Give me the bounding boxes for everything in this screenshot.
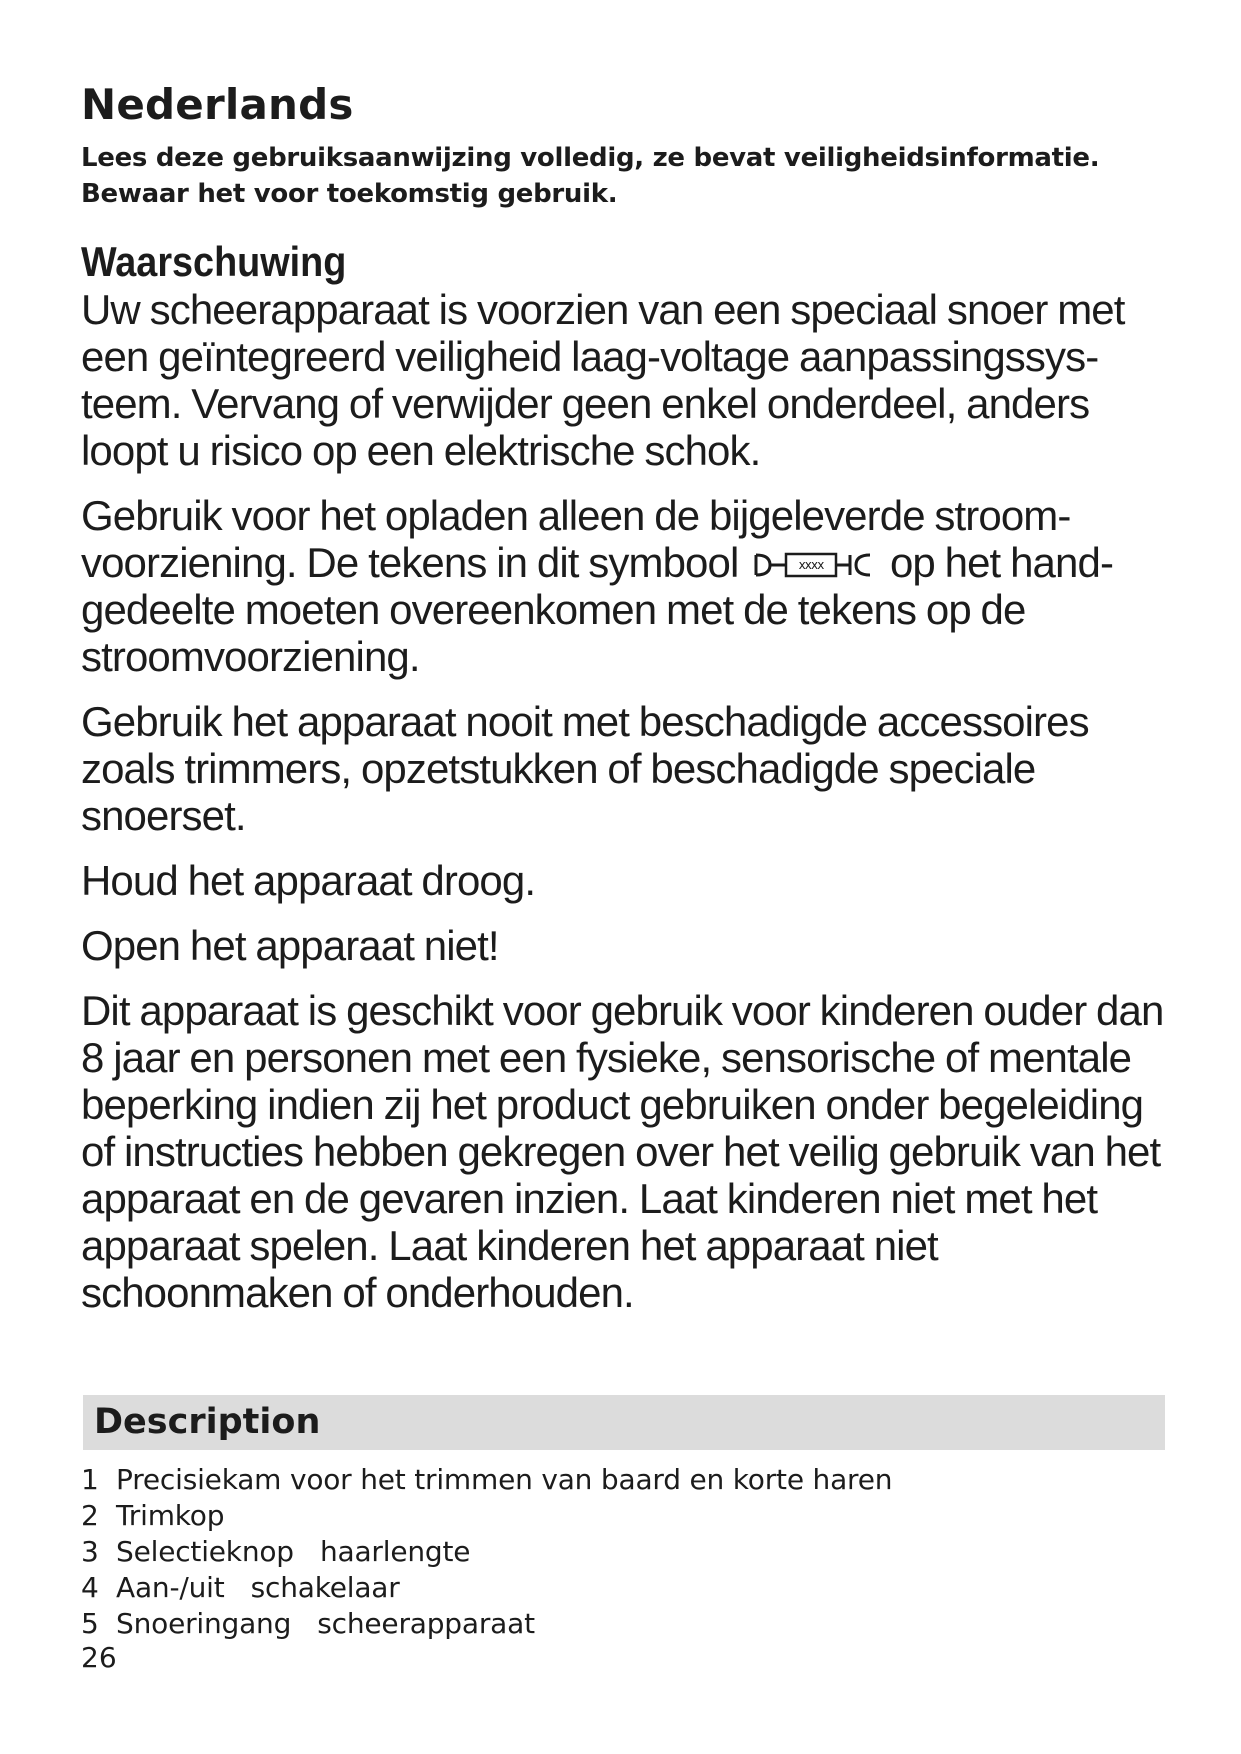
list-item: 1 Precisiekam voor het trimmen van baard en korte haren [81, 1463, 893, 1496]
language-title: Nederlands [81, 80, 354, 129]
warning-paragraph-cord: Uw scheerapparaat is voorzien van een speciaal snoer met een geïntegreerd veiligheid laag-voltage aanpassingssysteem. Vervang of verwijder geen enkel onderdeel, anders loopt u risico op een elektrische schok. [81, 286, 1125, 474]
description-header-bar [83, 1395, 1165, 1450]
plug-symbol-text: xxxx [798, 558, 824, 572]
list-item: 3 Selectieknop haarlengte [81, 1535, 471, 1568]
intro-line-2: Bewaar het voor toekomstig gebruik. [81, 179, 618, 209]
intro-notice [81, 140, 1171, 212]
list-item: 2 Trimkop [81, 1499, 225, 1532]
warning-paragraph-charging [81, 492, 1171, 680]
page-number: 26 [81, 1641, 117, 1674]
intro-line-1: Lees deze gebruiksaanwijzing volledig, ze bevat veiligheidsinformatie. [81, 143, 1100, 173]
warning-paragraph-children: Dit apparaat is geschikt voor gebruik voor kinderen ouder dan 8 jaar en personen met een fysieke, sensorische of mentale beperking indien zij het product gebruiken onder begeleiding of instructies hebben gekregen over het veilig gebruik van het apparaat en de gevaren inzien. Laat kinderen niet met het apparaat spelen. Laat kinderen het apparaat niet schoonmaken of onderhouden. [81, 987, 1164, 1316]
list-item: 5 Snoeringang scheerapparaat [81, 1607, 535, 1640]
charging-text-before-symbol: Gebruik voor het opladen alleen de bijgeleverde stroomvoorziening. De tekens in dit symbool [81, 492, 1072, 586]
plug-symbol-icon [750, 547, 878, 583]
warning-body [81, 286, 1171, 1316]
page-content [81, 78, 1171, 1316]
list-item: 4 Aan-/uit schakelaar [81, 1571, 400, 1604]
description-list [81, 1462, 892, 1642]
warning-paragraph-open: Open het apparaat niet! [81, 922, 499, 969]
charging-text-after-symbol: op het handgedeelte moeten overeenkomen met de tekens op de stroomvoorziening. [81, 539, 1114, 680]
warning-paragraph-dry: Houd het apparaat droog. [81, 857, 536, 904]
warning-paragraph-accessories: Gebruik het apparaat nooit met beschadigde accessoires zoals trimmers, opzetstukken of beschadigde speciale snoerset. [81, 698, 1089, 839]
warning-heading: Waarschuwing [81, 238, 347, 285]
description-heading: Description [94, 1402, 321, 1442]
